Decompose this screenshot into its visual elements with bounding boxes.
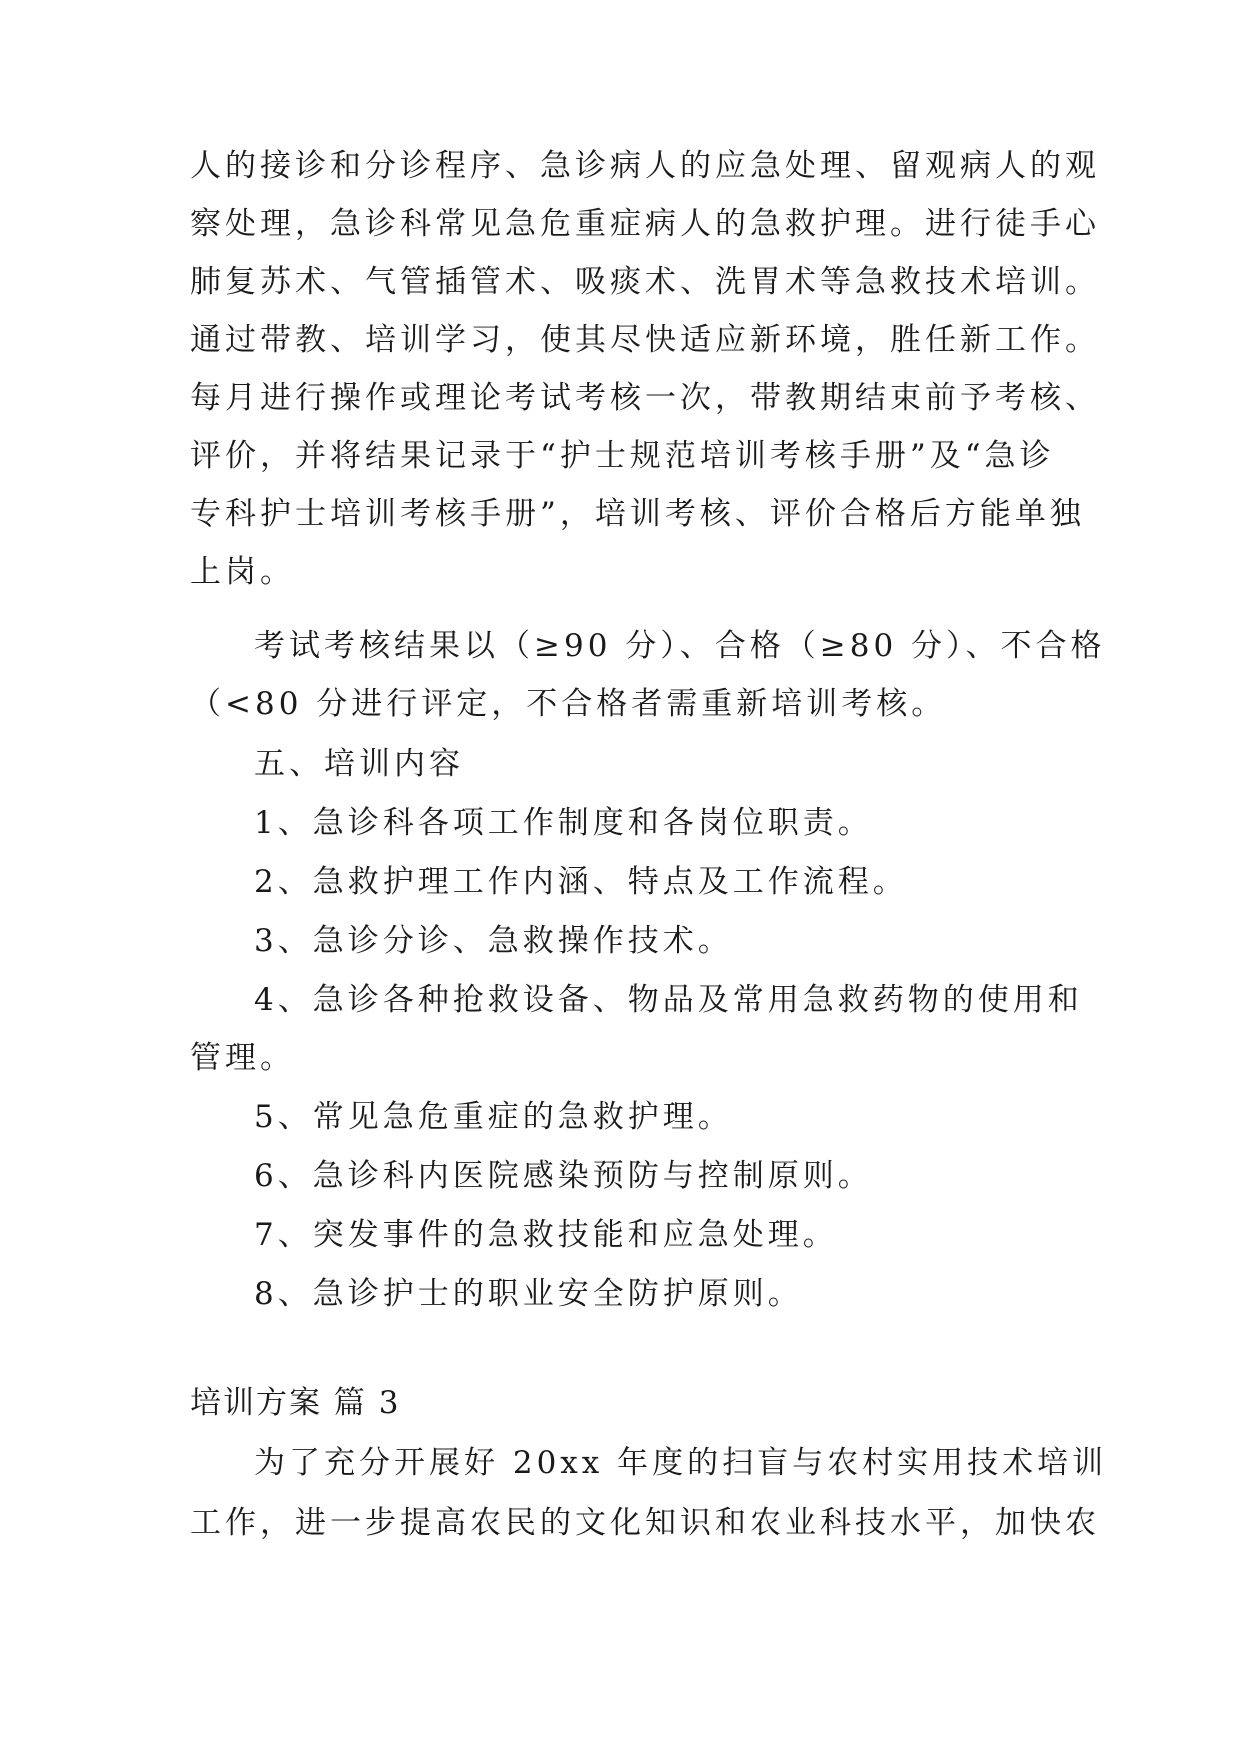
- body-text-line: 上岗。: [190, 554, 295, 590]
- section-heading: 五、培训内容: [254, 746, 464, 782]
- list-item: 4、急诊各种抢救设备、物品及常用急救药物的使用和: [254, 982, 1083, 1018]
- body-text-line: 考试考核结果以（≥90 分）、合格（≥80 分）、不合格: [254, 628, 1106, 664]
- body-text-line: 通过带教、培训学习，使其尽快适应新环境，胜任新工作。: [190, 322, 1100, 358]
- body-text-line: 每月进行操作或理论考试考核一次，带教期结束前予考核、: [190, 380, 1100, 416]
- body-text-line: 工作，进一步提高农民的文化知识和农业科技水平，加快农: [190, 1505, 1100, 1541]
- list-item: 1、急诊科各项工作制度和各岗位职责。: [254, 805, 873, 841]
- list-item: 5、常见急危重症的急救护理。: [254, 1099, 733, 1135]
- body-text-line: 为了充分开展好 20xx 年度的扫盲与农村实用技术培训: [254, 1445, 1108, 1481]
- list-item: 8、急诊护士的职业安全防护原则。: [254, 1276, 803, 1312]
- body-text-line: 人的接诊和分诊程序、急诊病人的应急处理、留观病人的观: [190, 148, 1100, 184]
- body-text-line: 察处理，急诊科常见急危重症病人的急救护理。进行徒手心: [190, 206, 1100, 242]
- list-item: 6、急诊科内医院感染预防与控制原则。: [254, 1158, 873, 1194]
- body-text-line: 专科护士培训考核手册”，培训考核、评价合格后方能单独: [190, 496, 1085, 532]
- list-item-continuation: 管理。: [190, 1040, 295, 1076]
- section-title: 培训方案 篇 3: [190, 1385, 401, 1421]
- body-text-line: （<80 分进行评定，不合格者需重新培训考核。: [190, 686, 947, 722]
- list-item: 3、急诊分诊、急救操作技术。: [254, 923, 733, 959]
- list-item: 2、急救护理工作内涵、特点及工作流程。: [254, 864, 908, 900]
- body-text-line: 肺复苏术、气管插管术、吸痰术、洗胃术等急救技术培训。: [190, 264, 1100, 300]
- list-item: 7、突发事件的急救技能和应急处理。: [254, 1217, 838, 1253]
- body-text-line: 评价，并将结果记录于“护士规范培训考核手册”及“急诊: [190, 438, 1055, 474]
